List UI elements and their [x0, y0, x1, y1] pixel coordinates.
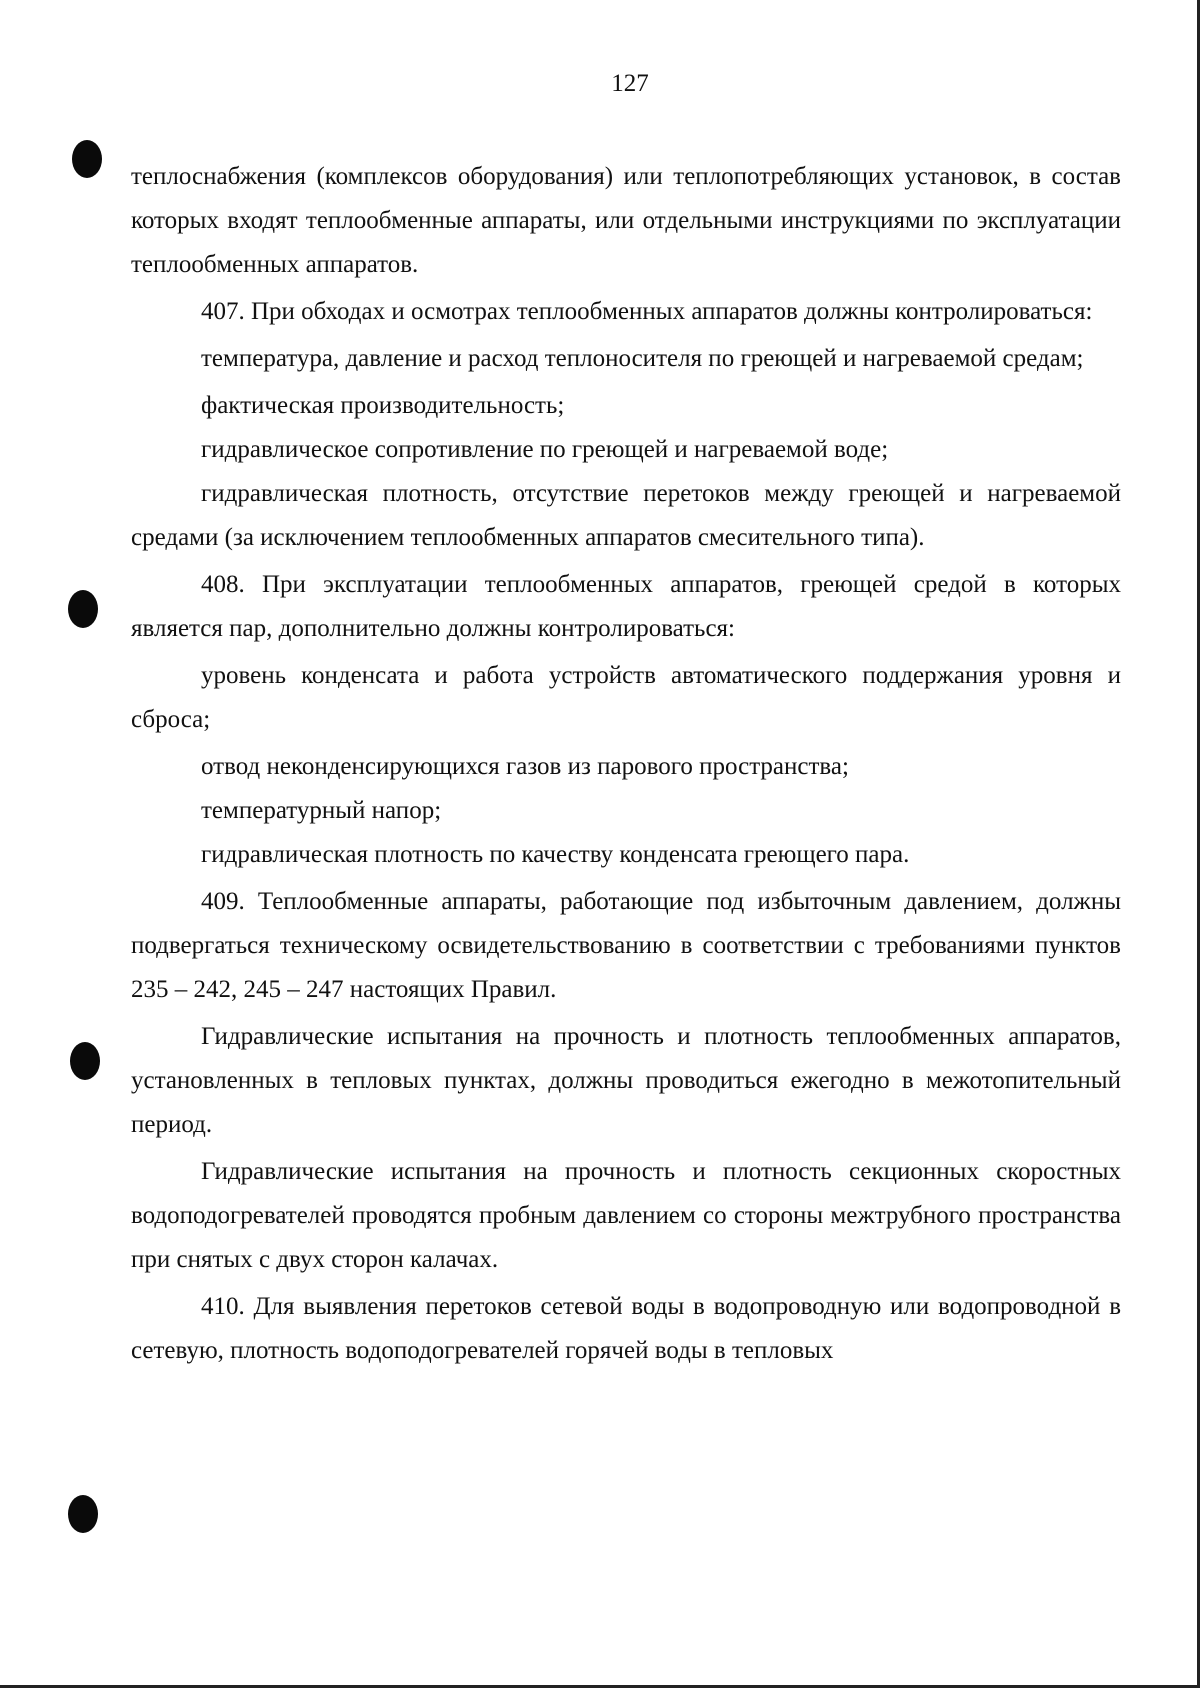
page-number: 127	[611, 70, 649, 97]
paragraph-409: 409. Теплообменные аппараты, работающие под избыточным давлением, должны подвергаться техническому освидетельствованию в соответствии с требованиями пунктов 235 – 242, 245 – 247 настоящих Правил.	[131, 888, 1121, 1003]
list-item-hydraulic-resistance: гидравлическое сопротивление по греющей и нагреваемой воде;	[201, 436, 889, 463]
paragraph-408: 408. При эксплуатации теплообменных аппаратов, греющей средой в которых является пар, дополнительно должны контролироваться:	[131, 571, 1121, 642]
binder-hole-mark	[68, 1495, 98, 1533]
binder-hole-mark	[72, 140, 102, 178]
list-item-gas-removal: отвод неконденсирующихся газов из парового пространства;	[201, 753, 849, 780]
list-item-condensate-quality: гидравлическая плотность по качеству конденсата греющего пара.	[201, 841, 910, 868]
paragraph-continuation: теплоснабжения (комплексов оборудования) или теплопотребляющих установок, в состав которых входят теплообменные аппараты, или отдельными инструкциями по эксплуатации теплообменных аппаратов.	[131, 163, 1121, 278]
paragraph-410: 410. Для выявления перетоков сетевой воды в водопроводную или водопроводной в сетевую, плотность водоподогревателей горячей воды в тепловых	[131, 1293, 1121, 1364]
list-item-condensate-level: уровень конденсата и работа устройств автоматического поддержания уровня и сброса;	[131, 662, 1121, 733]
document-body	[131, 155, 1121, 1373]
paragraph-annual-tests: Гидравлические испытания на прочность и плотность теплообменных аппаратов, установленных в тепловых пунктах, должны проводиться ежегодно в межотопительный период.	[131, 1023, 1121, 1138]
list-item-productivity: фактическая производительность;	[201, 392, 565, 419]
paragraph-sectional-tests: Гидравлические испытания на прочность и плотность секционных скоростных водоподогревателей проводятся пробным давлением со стороны межтрубного пространства при снятых с двух сторон калачах.	[131, 1158, 1121, 1273]
list-item-hydraulic-density: гидравлическая плотность, отсутствие перетоков между греющей и нагреваемой средами (за исключением теплообменных аппаратов смесительного типа).	[131, 480, 1121, 551]
list-item-temperature: температура, давление и расход теплоносителя по греющей и нагреваемой средам;	[201, 345, 1084, 372]
list-item-temperature-head: температурный напор;	[201, 797, 442, 824]
binder-hole-mark	[70, 1042, 100, 1080]
binder-hole-mark	[68, 590, 98, 628]
paragraph-407: 407. При обходах и осмотрах теплообменных аппаратов должны контролироваться:	[201, 298, 1093, 325]
